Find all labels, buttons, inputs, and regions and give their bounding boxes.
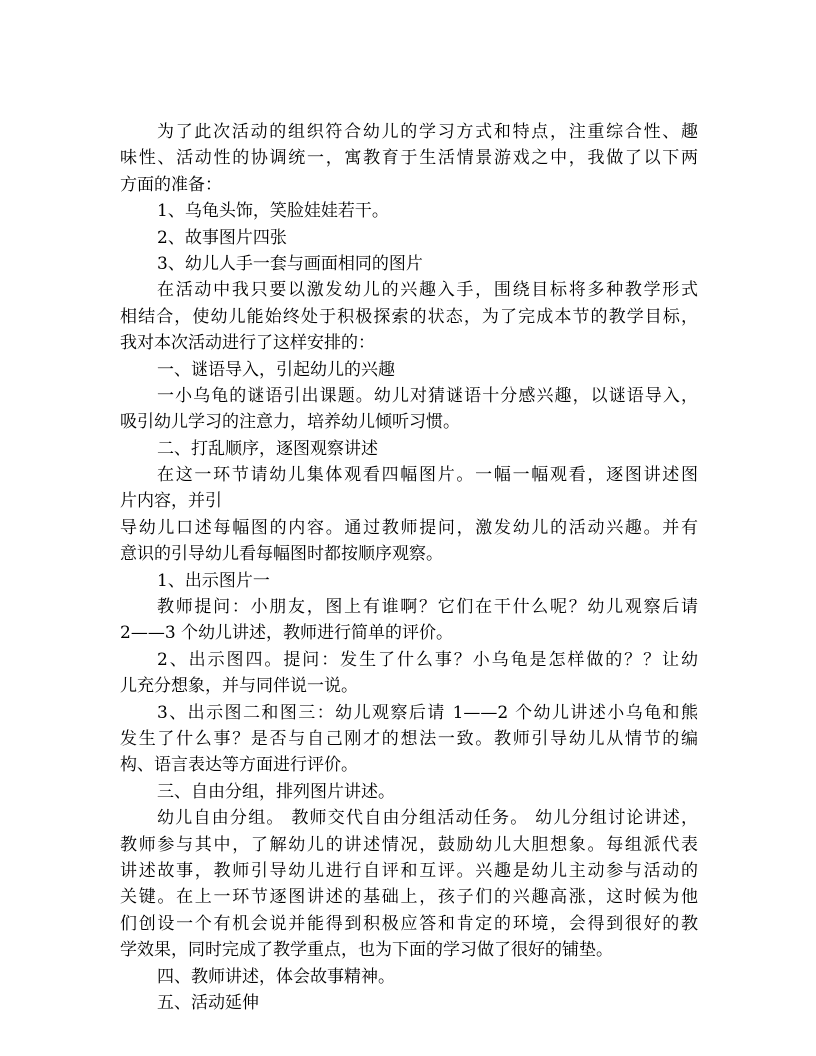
text-line: 我对本次活动进行了这样安排的： (120, 333, 375, 354)
text-line: 讲述故事，教师引导幼儿进行自评和互评。兴趣是幼儿主动参与活动的 (120, 860, 698, 881)
text-line: 片内容，并引 (120, 491, 222, 512)
text-line: 为了此次活动的组织符合幼儿的学习方式和特点，注重综合性、趣 (157, 122, 698, 142)
text-line: 四、教师讲述，体会故事精神。 (157, 966, 395, 987)
text-line: 在这一环节请幼儿集体观看四幅图片。一幅一幅观看，逐图讲述图 (157, 465, 698, 486)
text-line: 幼儿自由分组。 教师交代自由分组活动任务。 幼儿分组讨论讲述， (157, 808, 698, 829)
text-line: 相结合，使幼儿能始终处于积极探索的状态，为了完成本节的教学目标， (120, 306, 698, 327)
text-line: 们创设一个有机会说并能得到积极应答和肯定的环境，会得到很好的教 (120, 913, 698, 934)
text-line: 味性、活动性的协调统一，寓教育于生活情景游戏之中，我做了以下两 (120, 148, 698, 169)
text-line: 导幼儿口述每幅图的内容。通过教师提问，激发幼儿的活动兴趣。并有 (120, 517, 698, 538)
text-line: 发生了什么事？是否与自己刚才的想法一致。教师引导幼儿从情节的编 (120, 728, 698, 749)
text-line: 2——3 个幼儿讲述，教师进行简单的评价。 (120, 623, 454, 644)
text-line: 学效果，同时完成了教学重点，也为下面的学习做了很好的铺垫。 (120, 940, 613, 961)
document-body (120, 119, 698, 1016)
text-line: 关键。在上一环节逐图讲述的基础上，孩子们的兴趣高涨，这时候为他 (120, 887, 698, 908)
text-line: 1、乌龟头饰，笑脸娃娃若干。 (157, 201, 389, 222)
text-line: 2、出示图四。提问：发生了什么事？小乌龟是怎样做的？？让幼 (157, 649, 698, 670)
text-line: 教师提问：小朋友，图上有谁啊？它们在干什么呢？幼儿观察后请 (157, 597, 698, 618)
text-line: 在活动中我只要以激发幼儿的兴趣入手，围绕目标将多种教学形式 (157, 280, 698, 301)
text-line: 2、故事图片四张 (157, 227, 287, 248)
text-line: 一小乌龟的谜语引出课题。幼儿对猜谜语十分感兴趣，以谜语导入， (157, 385, 698, 406)
text-line: 3、幼儿人手一套与画面相同的图片 (157, 253, 423, 274)
text-line: 五、活动延伸 (157, 992, 259, 1013)
text-line: 教师参与其中，了解幼儿的讲述情况，鼓励幼儿大胆想象。每组派代表 (120, 834, 698, 855)
text-line: 构、语言表达等方面进行评价。 (120, 755, 358, 776)
text-line: 方面的准备： (120, 174, 222, 195)
text-line: 吸引幼儿学习的注意力，培养幼儿倾听习惯。 (120, 412, 460, 433)
text-line: 3、出示图二和图三：幼儿观察后请 1——2 个幼儿讲述小乌龟和熊 (157, 702, 698, 723)
text-line: 儿充分想象，并与同伴说一说。 (120, 676, 358, 697)
text-line: 意识的引导幼儿看每幅图时都按顺序观察。 (120, 544, 443, 565)
text-line: 三、自由分组，排列图片讲述。 (157, 781, 395, 802)
text-line: 一、谜语导入，引起幼儿的兴趣 (157, 359, 395, 380)
text-line: 二、打乱顺序，逐图观察讲述 (157, 438, 378, 459)
text-line: 1、出示图片一 (157, 570, 270, 591)
